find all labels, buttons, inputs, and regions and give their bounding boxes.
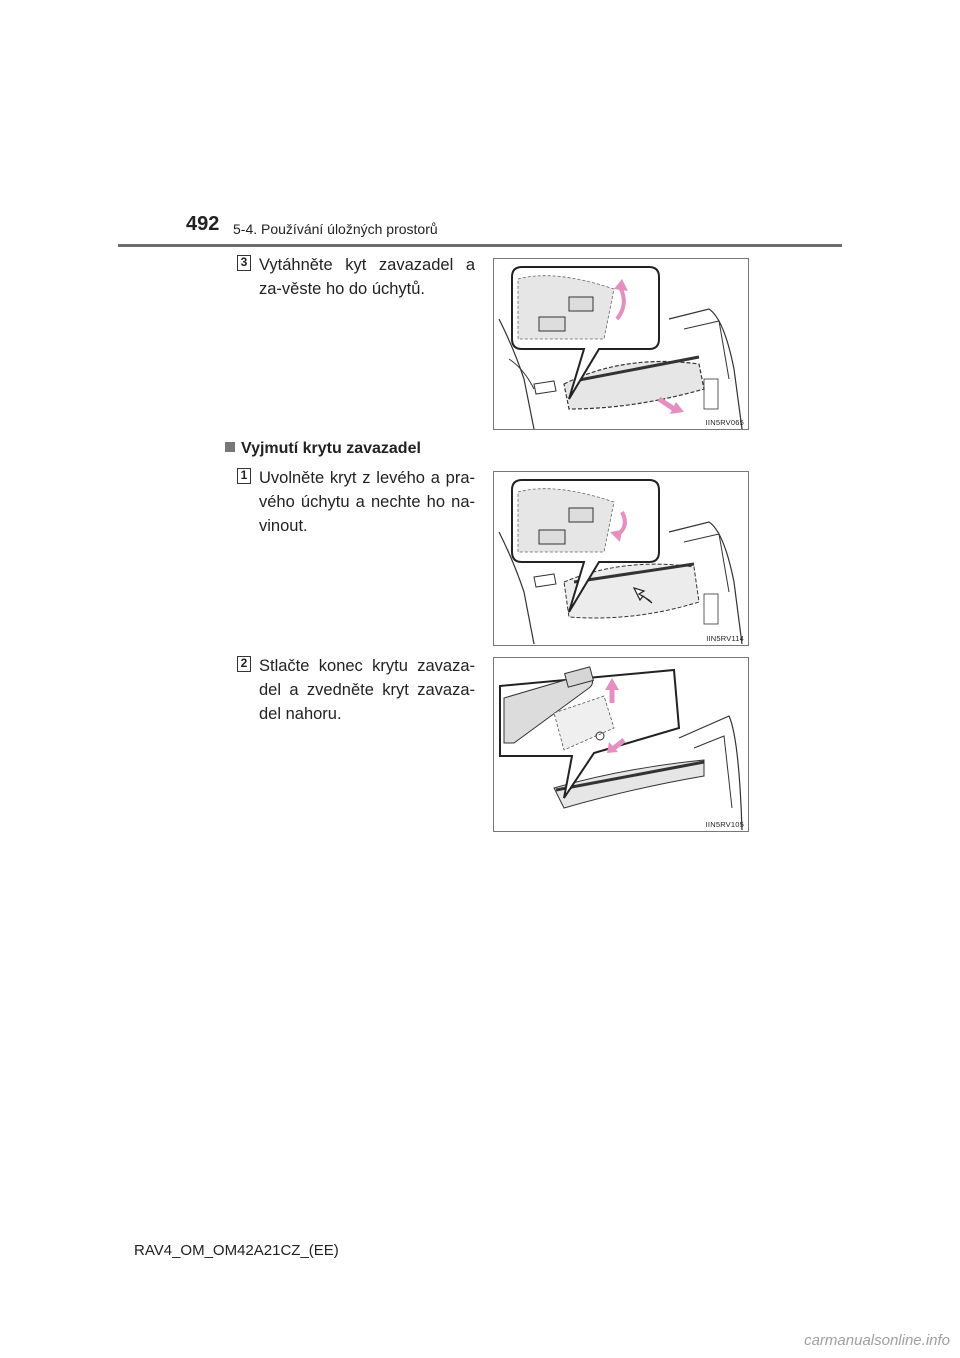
step-text-3: Vytáhněte kyt zavazadel a za-věste ho do úchytů.	[259, 256, 475, 298]
figure-step-3	[493, 258, 749, 430]
step-badge-1: 1	[237, 468, 251, 484]
figure-code: IIN5RV114	[706, 634, 744, 643]
step-text-1: Uvolněte kryt z levého a pra-vého úchytu a nechte ho na-vinout.	[259, 469, 475, 535]
cover-lift-illustration	[494, 658, 749, 832]
cover-release-illustration	[494, 472, 749, 646]
figure-code: IIN5RV105	[705, 820, 744, 829]
section-title: 5-4. Používání úložných prostorů	[233, 221, 438, 237]
figure-step-1	[493, 471, 749, 646]
removal-heading-text: Vyjmutí krytu zavazadel	[241, 440, 421, 457]
footer-document-code: RAV4_OM_OM42A21CZ_(EE)	[134, 1242, 339, 1259]
step-badge-3: 3	[237, 255, 251, 271]
cargo-cover-pull-illustration	[494, 259, 749, 430]
figure-step-2	[493, 657, 749, 832]
square-bullet-icon	[225, 442, 235, 452]
page-number: 492	[186, 213, 220, 235]
figure-code: IIN5RV065	[705, 418, 744, 427]
step-text-2: Stlačte konec krytu zavaza-del a zvedněte kryt zavaza-del nahoru.	[259, 657, 475, 723]
removal-heading	[225, 440, 421, 458]
watermark: carmanualsonline.info	[804, 1332, 950, 1349]
header-rule	[118, 244, 842, 247]
step-badge-2: 2	[237, 656, 251, 672]
